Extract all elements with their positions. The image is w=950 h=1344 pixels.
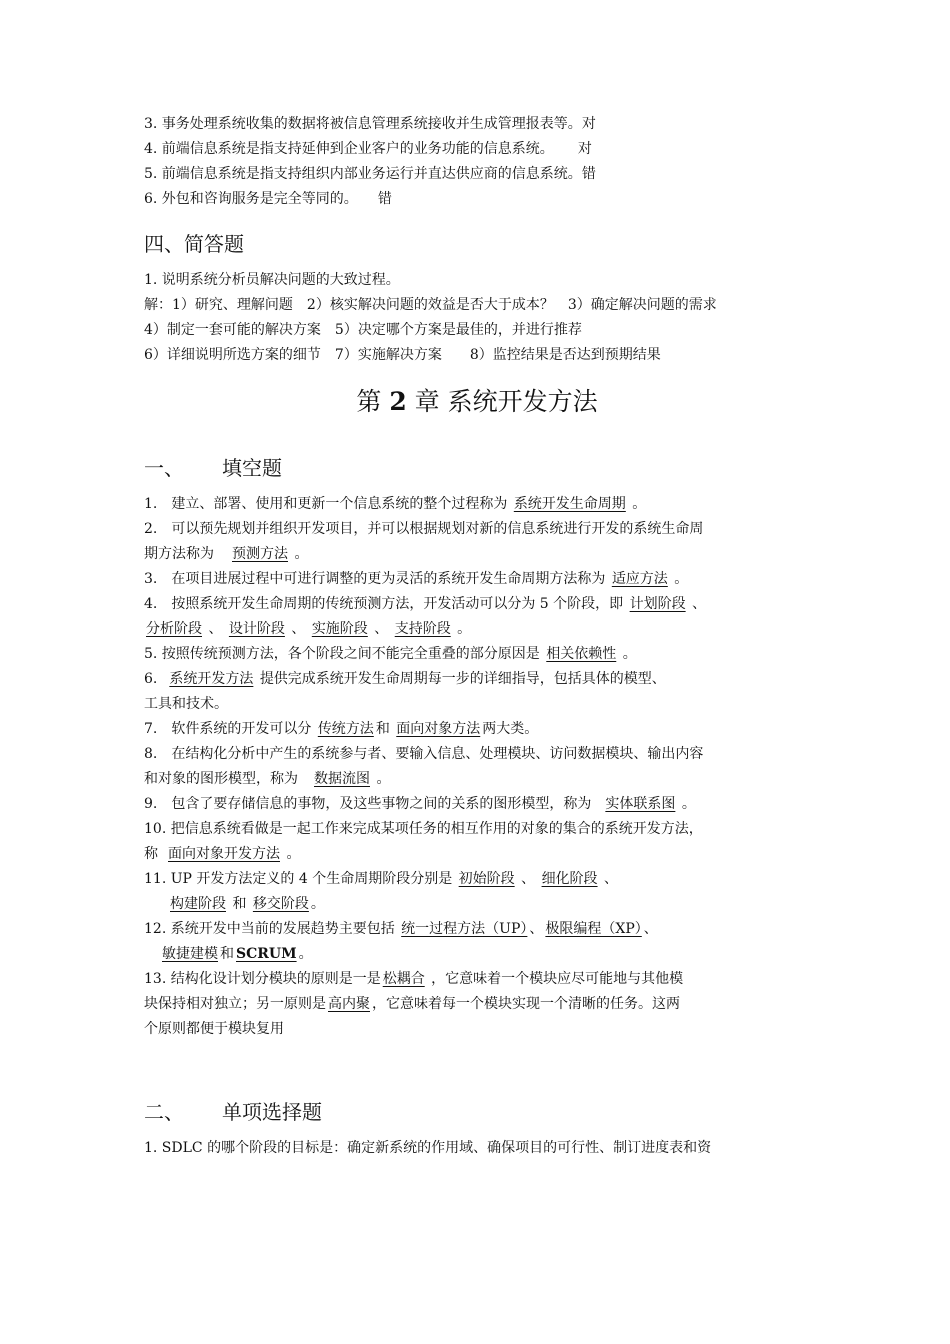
answer-blank: 初始阶段 <box>458 871 515 887</box>
fill-q10: 10. 把信息系统看做是一起工作来完成某项任务的相互作用的对象的集合的系统开发方法， <box>144 821 703 837</box>
answer-blank: 构建阶段 <box>170 896 226 912</box>
answer-blank: 系统开发方法 <box>169 671 254 687</box>
fill-q13: 13. 结构化设计划分模块的原则是一是 松耦合 ，它意味着一个模块应尽可能地与其他模 <box>144 971 684 987</box>
fill-q8: 8. 在结构化分析中产生的系统参与者、要输入信息、处理模块、访问数据模块、输出内容 <box>144 746 704 762</box>
answer-blank: 细化阶段 <box>541 871 598 887</box>
fill-q11: 11. UP 开发方法定义的 4 个生命周期阶段分别是 初始阶段 、 细化阶段 、 <box>144 871 619 887</box>
short-answer-question: 1. 说明系统分析员解决问题的大致过程。 <box>144 272 400 288</box>
answer-blank: 实施阶段 <box>311 621 368 637</box>
fill-q7: 7. 软件系统的开发可以分 传统方法 和 面向对象方法 两大类。 <box>144 721 539 737</box>
true-false-answers <box>144 112 810 212</box>
fill-q1: 1. 建立、部署、使用和更新一个信息系统的整个过程称为 系统开发生命周期 。 <box>144 496 647 512</box>
answer-blank: SCRUM <box>236 946 297 962</box>
answer-blank: 预测方法 <box>232 546 288 562</box>
answer-blank: 极限编程（XP） <box>545 921 642 937</box>
fill-q9: 9. 包含了要存储信息的事物，及这些事物之间的关系的图形模型，称为 实体联系图 。 <box>144 796 696 812</box>
fill-q5: 5. 按照传统预测方法，各个阶段之间不能完全重叠的部分原因是 相关依赖性 。 <box>144 646 637 662</box>
answer-blank: 计划阶段 <box>629 596 686 612</box>
answer-blank: 移交阶段 <box>252 896 309 912</box>
answer-blank: 松耦合 <box>382 971 425 987</box>
section-heading-short-answer: 四、简答题 <box>144 232 244 256</box>
section-heading-fill-blank: 一、 填空题 <box>144 456 282 480</box>
chapter-title: 第 2 章 系统开发方法 <box>356 387 598 416</box>
answer-blank: 支持阶段 <box>394 621 451 637</box>
tf-item-4: 4. 前端信息系统是指支持延伸到企业客户的业务功能的信息系统。 对 <box>144 141 592 157</box>
answer-blank: 设计阶段 <box>228 621 285 637</box>
answer-blank: 传统方法 <box>317 721 374 737</box>
answer-blank: 实体联系图 <box>605 796 676 812</box>
fill-q4: 4. 按照系统开发生命周期的传统预测方法，开发活动可以分为 5 个阶段，即 计划阶段 、 <box>144 596 707 612</box>
answer-blank: 相关依赖性 <box>546 646 617 662</box>
answer-blank: 高内聚 <box>328 996 370 1012</box>
answer-blank: 分析阶段 <box>146 621 202 637</box>
section-heading-single-choice: 二、 单项选择题 <box>144 1100 322 1124</box>
answer-blank: 适应方法 <box>611 571 668 587</box>
answer-blank: 面向对象开发方法 <box>168 846 280 862</box>
answer-blank: 敏捷建模 <box>162 946 218 962</box>
tf-item-5: 5. 前端信息系统是指支持组织内部业务运行并直达供应商的信息系统。错 <box>144 166 596 182</box>
document-page: 3. 事务处理系统收集的数据将被信息管理系统接收并生成管理报表等。对 4. 前端信息系统是指支持延伸到企业客户的业务功能的信息系统。 对 5. 前端信息系统是指支持组织内部业务运行并直达供应商的信息系统。错 6. 外包和咨询服务是完全等同的。 错 四、简答题 1. 说明系统分析员解决问题的大致过程。 解：1）研究、理解问题 2）核实解决问题的效益是否大于成本？ 3）确定解决问题的需求 4）制定一套可能的解决方案 5）决定哪个方案是最佳的，并进行推荐 6）详细说明所选方案的细节 7）实施解决方案 8）监控结果是否达到预期结果 第 2 章 系统开发方法 一、 填空题 1. 建立、部署、使用和更新一个信息系统的整个过程称为 系统开发生命周期 。 2. 可以预先规划并组织开发项目，并可以根据规划对新的信息系统进行开发的系统生命周 期方法称为 预测方法 。 3. 在项目进展过程中可进行调整的更为灵活的系统开发生命周期方法称为 适应方法 。 4. 按照系统开发生命周期的传统预测方法，开发活动可以分为 5 个阶段，即 计划阶段 、 分析阶段 、 设计阶段 、 实施阶段 、 支持阶段 。 5. 按照传统预测方法，各个阶段之间不能完全重叠的部分原因是 相关依赖性 。 6. 系统开发方法 提供完成系统开发生命周期每一步的详细指导，包括具体的模型、 工具和技术。 7. 软件系统的开发可以分 传统方法 和 面向对象方法 两大类。 8. 在结构化分析中产生的系统参与者、要输入信息、处理模块、访问数据模块、输出内容 和对象的图形模型，称为 数据流图 。 9. 包含了要存储信息的事物，及这些事物之间的关系的图形模型，称为 实体联系图 。 10. 把信息系统看做是一起工作来完成某项任务的相互作用的对象的集合的系统开发方法， 称 面向对象开发方法 。 11. UP 开发方法定义的 4 个生命周期阶段分别是 初始阶段 、 细化阶段 、 构建阶段 和 移交阶段 。 12. 系统开发中当前的发展趋势主要包括 统一过程方法（UP） 、 极限编程（XP） 、 敏捷建模 和 SCRUM 。 13. 结构化设计划分模块的原则是一是 松耦合 ，它意味着一个模块应尽可能地与其他模 块保持相对独立；另一原则是 高内聚 ，它意味着每一个模块实现一个清晰的任务。这两 个原则都便于模块复用 二、 单项选择题 1. SDLC 的哪个阶段的目标是：确定新系统的作用域、确保项目的可行性、制订进度表和资 <box>144 112 810 1161</box>
answer-blank: 数据流图 <box>314 771 370 787</box>
short-answer-line-2: 4）制定一套可能的解决方案 5）决定哪个方案是最佳的，并进行推荐 <box>144 322 582 338</box>
answer-blank: 面向对象方法 <box>396 721 481 737</box>
answer-blank: 系统开发生命周期 <box>513 496 626 512</box>
short-answer-line-1: 解：1）研究、理解问题 2）核实解决问题的效益是否大于成本？ 3）确定解决问题的需求 <box>144 297 717 313</box>
tf-item-3: 3. 事务处理系统收集的数据将被信息管理系统接收并生成管理报表等。对 <box>144 116 596 132</box>
single-choice-q1: 1. SDLC 的哪个阶段的目标是：确定新系统的作用域、确保项目的可行性、制订进度表和资 <box>144 1140 712 1156</box>
fill-q2: 2. 可以预先规划并组织开发项目，并可以根据规划对新的信息系统进行开发的系统生命周 <box>144 521 704 537</box>
answer-blank: 统一过程方法（UP） <box>401 921 528 937</box>
fill-q12: 12. 系统开发中当前的发展趋势主要包括 统一过程方法（UP） 、 极限编程（XP） 、 <box>144 921 658 937</box>
fill-q3: 3. 在项目进展过程中可进行调整的更为灵活的系统开发生命周期方法称为 适应方法 。 <box>144 571 689 587</box>
short-answer-line-3: 6）详细说明所选方案的细节 7）实施解决方案 8）监控结果是否达到预期结果 <box>144 347 661 363</box>
tf-item-6: 6. 外包和咨询服务是完全等同的。 错 <box>144 191 392 207</box>
fill-q6: 6. 系统开发方法 提供完成系统开发生命周期每一步的详细指导，包括具体的模型、 <box>144 671 666 687</box>
